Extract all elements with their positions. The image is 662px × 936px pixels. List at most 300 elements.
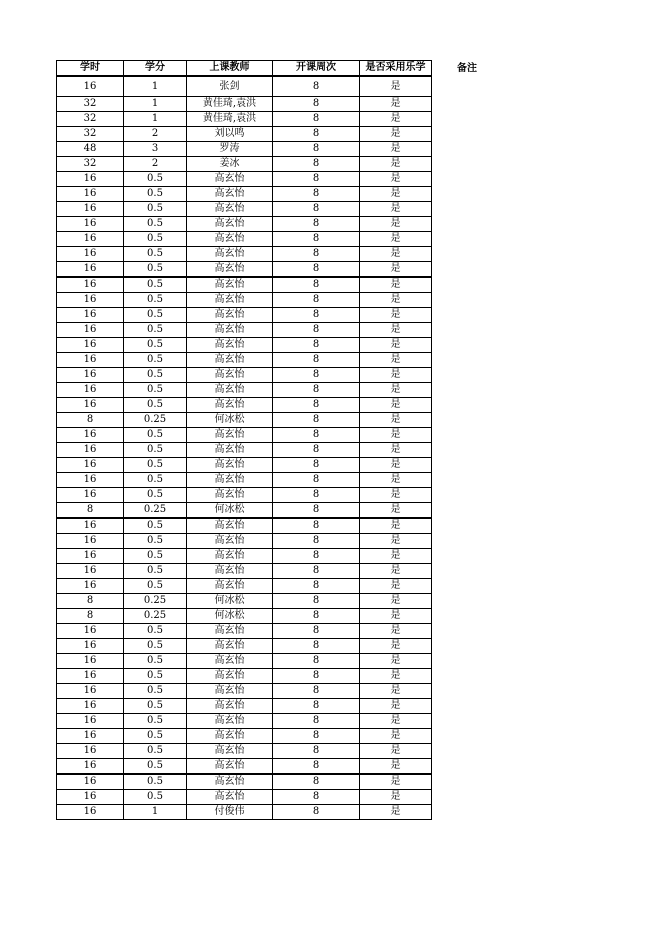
hours-cell[interactable]: 16: [57, 202, 124, 217]
lexue-cell[interactable]: 是: [360, 699, 432, 714]
lexue-cell[interactable]: 是: [360, 76, 432, 97]
teacher-cell[interactable]: 高玄怡: [187, 729, 273, 744]
teacher-cell[interactable]: 高玄怡: [187, 277, 273, 293]
table-row: [57, 699, 432, 714]
hours-cell[interactable]: 16: [57, 684, 124, 699]
lexue-cell[interactable]: 是: [360, 127, 432, 142]
credits-cell[interactable]: 0.5: [124, 172, 187, 187]
weeks-cell[interactable]: 8: [273, 714, 360, 729]
lexue-cell[interactable]: 是: [360, 473, 432, 488]
teacher-cell[interactable]: 高玄怡: [187, 488, 273, 503]
weeks-cell[interactable]: 8: [273, 262, 360, 278]
teacher-cell[interactable]: 高玄怡: [187, 699, 273, 714]
teacher-cell[interactable]: 高玄怡: [187, 232, 273, 247]
table-row: [57, 714, 432, 729]
teacher-cell[interactable]: 高玄怡: [187, 458, 273, 473]
teacher-cell[interactable]: 高玄怡: [187, 518, 273, 534]
credits-cell[interactable]: 1: [124, 76, 187, 97]
weeks-cell[interactable]: 8: [273, 458, 360, 473]
table-body: [57, 76, 432, 820]
credits-cell[interactable]: 0.5: [124, 669, 187, 684]
weeks-cell[interactable]: 8: [273, 624, 360, 639]
teacher-cell[interactable]: 高玄怡: [187, 473, 273, 488]
table-row: [57, 217, 432, 232]
lexue-cell[interactable]: 是: [360, 323, 432, 338]
lexue-cell[interactable]: 是: [360, 187, 432, 202]
credits-cell[interactable]: 2: [124, 157, 187, 172]
hours-cell[interactable]: 16: [57, 368, 124, 383]
table-row: [57, 759, 432, 775]
weeks-cell[interactable]: 8: [273, 368, 360, 383]
weeks-cell[interactable]: 8: [273, 534, 360, 549]
weeks-cell[interactable]: 8: [273, 579, 360, 594]
hours-cell[interactable]: 16: [57, 729, 124, 744]
weeks-cell[interactable]: 8: [273, 383, 360, 398]
table-row: [57, 443, 432, 458]
lexue-cell[interactable]: 是: [360, 202, 432, 217]
credits-cell[interactable]: 1: [124, 805, 187, 820]
table-row: [57, 368, 432, 383]
table-row: [57, 624, 432, 639]
credits-cell[interactable]: 0.5: [124, 564, 187, 579]
hours-cell[interactable]: 16: [57, 383, 124, 398]
hours-cell[interactable]: 8: [57, 413, 124, 428]
lexue-cell[interactable]: 是: [360, 564, 432, 579]
credits-cell[interactable]: 0.5: [124, 699, 187, 714]
lexue-cell[interactable]: 是: [360, 669, 432, 684]
table-row: [57, 127, 432, 142]
hours-cell[interactable]: 16: [57, 443, 124, 458]
credits-cell[interactable]: 0.5: [124, 744, 187, 759]
table-row: [57, 353, 432, 368]
lexue-cell[interactable]: 是: [360, 534, 432, 549]
lexue-cell[interactable]: 是: [360, 97, 432, 112]
weeks-cell[interactable]: 8: [273, 217, 360, 232]
credits-cell[interactable]: 0.5: [124, 759, 187, 775]
lexue-cell[interactable]: 是: [360, 744, 432, 759]
lexue-cell[interactable]: 是: [360, 518, 432, 534]
hours-cell[interactable]: 16: [57, 76, 124, 97]
teacher-cell[interactable]: 张剑: [187, 76, 273, 97]
hours-cell[interactable]: 16: [57, 473, 124, 488]
hours-cell[interactable]: 16: [57, 549, 124, 564]
credits-cell[interactable]: 0.5: [124, 624, 187, 639]
lexue-cell[interactable]: 是: [360, 654, 432, 669]
lexue-cell[interactable]: 是: [360, 262, 432, 278]
weeks-cell[interactable]: 8: [273, 729, 360, 744]
table-row: [57, 142, 432, 157]
credits-cell[interactable]: 0.5: [124, 549, 187, 564]
weeks-cell[interactable]: 8: [273, 684, 360, 699]
teacher-cell[interactable]: 何冰松: [187, 503, 273, 519]
teacher-cell[interactable]: 高玄怡: [187, 534, 273, 549]
lexue-cell[interactable]: 是: [360, 714, 432, 729]
credits-cell[interactable]: 3: [124, 142, 187, 157]
weeks-cell[interactable]: 8: [273, 323, 360, 338]
weeks-cell[interactable]: 8: [273, 398, 360, 413]
table-row: [57, 805, 432, 820]
hours-cell[interactable]: 16: [57, 714, 124, 729]
course-table: [56, 60, 432, 820]
teacher-cell[interactable]: 刘以鸣: [187, 127, 273, 142]
credits-cell[interactable]: 0.5: [124, 217, 187, 232]
lexue-cell[interactable]: 是: [360, 549, 432, 564]
hours-cell[interactable]: 8: [57, 609, 124, 624]
lexue-cell[interactable]: 是: [360, 383, 432, 398]
credits-cell[interactable]: 0.5: [124, 202, 187, 217]
credits-cell[interactable]: 0.5: [124, 428, 187, 443]
credits-cell[interactable]: 0.5: [124, 308, 187, 323]
lexue-cell[interactable]: 是: [360, 338, 432, 353]
hours-cell[interactable]: 16: [57, 428, 124, 443]
table-row: [57, 518, 432, 534]
hours-cell[interactable]: 16: [57, 217, 124, 232]
weeks-cell[interactable]: 8: [273, 669, 360, 684]
lexue-cell[interactable]: 是: [360, 805, 432, 820]
remark-header: 备注: [457, 63, 477, 74]
teacher-cell[interactable]: 高玄怡: [187, 202, 273, 217]
hours-cell[interactable]: 16: [57, 654, 124, 669]
credits-cell[interactable]: 0.5: [124, 774, 187, 790]
teacher-cell[interactable]: 高玄怡: [187, 759, 273, 775]
weeks-cell[interactable]: 8: [273, 97, 360, 112]
credits-cell[interactable]: 0.5: [124, 729, 187, 744]
table-row: [57, 473, 432, 488]
weeks-cell[interactable]: 8: [273, 654, 360, 669]
lexue-cell[interactable]: 是: [360, 790, 432, 805]
weeks-cell[interactable]: 8: [273, 744, 360, 759]
header-weeks: 开课周次: [273, 61, 360, 77]
credits-cell[interactable]: 1: [124, 112, 187, 127]
table-row: [57, 639, 432, 654]
teacher-cell[interactable]: 高玄怡: [187, 308, 273, 323]
table-row: [57, 247, 432, 262]
lexue-cell[interactable]: 是: [360, 157, 432, 172]
weeks-cell[interactable]: 8: [273, 293, 360, 308]
weeks-cell[interactable]: 8: [273, 413, 360, 428]
lexue-cell[interactable]: 是: [360, 293, 432, 308]
credits-cell[interactable]: 0.5: [124, 473, 187, 488]
lexue-cell[interactable]: 是: [360, 579, 432, 594]
table-row: [57, 774, 432, 790]
teacher-cell[interactable]: 高玄怡: [187, 428, 273, 443]
table-row: [57, 669, 432, 684]
weeks-cell[interactable]: 8: [273, 247, 360, 262]
table-row: [57, 458, 432, 473]
credits-cell[interactable]: 0.25: [124, 609, 187, 624]
weeks-cell[interactable]: 8: [273, 594, 360, 609]
header-lexue: 是否采用乐学: [360, 61, 432, 77]
hours-cell[interactable]: 16: [57, 338, 124, 353]
credits-cell[interactable]: 0.5: [124, 262, 187, 278]
hours-cell[interactable]: 16: [57, 564, 124, 579]
lexue-cell[interactable]: 是: [360, 488, 432, 503]
table-row: [57, 338, 432, 353]
weeks-cell[interactable]: 8: [273, 338, 360, 353]
header-teacher: 上课教师: [187, 61, 273, 77]
table-row: [57, 534, 432, 549]
hours-cell[interactable]: 16: [57, 699, 124, 714]
hours-cell[interactable]: 16: [57, 277, 124, 293]
hours-cell[interactable]: 8: [57, 594, 124, 609]
hours-cell[interactable]: 16: [57, 744, 124, 759]
hours-cell[interactable]: 16: [57, 398, 124, 413]
header-hours: 学时: [57, 61, 124, 77]
hours-cell[interactable]: 48: [57, 142, 124, 157]
hours-cell[interactable]: 8: [57, 503, 124, 519]
hours-cell[interactable]: 16: [57, 774, 124, 790]
credits-cell[interactable]: 0.5: [124, 714, 187, 729]
table-row: [57, 277, 432, 293]
lexue-cell[interactable]: 是: [360, 398, 432, 413]
weeks-cell[interactable]: 8: [273, 774, 360, 790]
table-row: [57, 97, 432, 112]
teacher-cell[interactable]: 付俊伟: [187, 805, 273, 820]
credits-cell[interactable]: 2: [124, 127, 187, 142]
lexue-cell[interactable]: 是: [360, 639, 432, 654]
teacher-cell[interactable]: 高玄怡: [187, 790, 273, 805]
weeks-cell[interactable]: 8: [273, 443, 360, 458]
hours-cell[interactable]: 16: [57, 293, 124, 308]
teacher-cell[interactable]: 高玄怡: [187, 714, 273, 729]
weeks-cell[interactable]: 8: [273, 202, 360, 217]
hours-cell[interactable]: 16: [57, 669, 124, 684]
teacher-cell[interactable]: 罗涛: [187, 142, 273, 157]
weeks-cell[interactable]: 8: [273, 112, 360, 127]
credits-cell[interactable]: 0.5: [124, 293, 187, 308]
weeks-cell[interactable]: 8: [273, 609, 360, 624]
hours-cell[interactable]: 16: [57, 759, 124, 775]
lexue-cell[interactable]: 是: [360, 353, 432, 368]
teacher-cell[interactable]: 高玄怡: [187, 368, 273, 383]
credits-cell[interactable]: 0.25: [124, 503, 187, 519]
hours-cell[interactable]: 16: [57, 518, 124, 534]
hours-cell[interactable]: 16: [57, 488, 124, 503]
credits-cell[interactable]: 0.5: [124, 383, 187, 398]
credits-cell[interactable]: 0.5: [124, 579, 187, 594]
table-row: [57, 413, 432, 428]
credits-cell[interactable]: 0.5: [124, 187, 187, 202]
weeks-cell[interactable]: 8: [273, 142, 360, 157]
lexue-cell[interactable]: 是: [360, 428, 432, 443]
teacher-cell[interactable]: 姜冰: [187, 157, 273, 172]
credits-cell[interactable]: 0.5: [124, 654, 187, 669]
table-row: [57, 503, 432, 519]
credits-cell[interactable]: 0.5: [124, 353, 187, 368]
teacher-cell[interactable]: 黄佳琦,袁洪: [187, 112, 273, 127]
hours-cell[interactable]: 16: [57, 323, 124, 338]
teacher-cell[interactable]: 高玄怡: [187, 172, 273, 187]
credits-cell[interactable]: 0.5: [124, 684, 187, 699]
weeks-cell[interactable]: 8: [273, 639, 360, 654]
table-row: [57, 549, 432, 564]
weeks-cell[interactable]: 8: [273, 428, 360, 443]
hours-cell[interactable]: 16: [57, 805, 124, 820]
teacher-cell[interactable]: 高玄怡: [187, 669, 273, 684]
weeks-cell[interactable]: 8: [273, 277, 360, 293]
weeks-cell[interactable]: 8: [273, 699, 360, 714]
lexue-cell[interactable]: 是: [360, 142, 432, 157]
teacher-cell[interactable]: 高玄怡: [187, 744, 273, 759]
credits-cell[interactable]: 0.5: [124, 534, 187, 549]
weeks-cell[interactable]: 8: [273, 564, 360, 579]
hours-cell[interactable]: 16: [57, 639, 124, 654]
credits-cell[interactable]: 0.5: [124, 639, 187, 654]
table-row: [57, 790, 432, 805]
weeks-cell[interactable]: 8: [273, 805, 360, 820]
credits-cell[interactable]: 0.5: [124, 458, 187, 473]
credits-cell[interactable]: 0.5: [124, 443, 187, 458]
lexue-cell[interactable]: 是: [360, 172, 432, 187]
credits-cell[interactable]: 0.5: [124, 518, 187, 534]
credits-cell[interactable]: 0.5: [124, 323, 187, 338]
table-row: [57, 202, 432, 217]
teacher-cell[interactable]: 高玄怡: [187, 624, 273, 639]
hours-cell[interactable]: 16: [57, 353, 124, 368]
teacher-cell[interactable]: 高玄怡: [187, 398, 273, 413]
weeks-cell[interactable]: 8: [273, 759, 360, 775]
credits-cell[interactable]: 1: [124, 97, 187, 112]
table-row: [57, 76, 432, 97]
table-row: [57, 293, 432, 308]
teacher-cell[interactable]: 高玄怡: [187, 293, 273, 308]
table-row: [57, 729, 432, 744]
table-row: [57, 323, 432, 338]
teacher-cell[interactable]: 何冰松: [187, 413, 273, 428]
table-row: [57, 383, 432, 398]
teacher-cell[interactable]: 高玄怡: [187, 564, 273, 579]
hours-cell[interactable]: 16: [57, 579, 124, 594]
credits-cell[interactable]: 0.25: [124, 413, 187, 428]
table-row: [57, 308, 432, 323]
teacher-cell[interactable]: 高玄怡: [187, 338, 273, 353]
table-row: [57, 232, 432, 247]
hours-cell[interactable]: 16: [57, 262, 124, 278]
credits-cell[interactable]: 0.25: [124, 594, 187, 609]
weeks-cell[interactable]: 8: [273, 503, 360, 519]
weeks-cell[interactable]: 8: [273, 549, 360, 564]
hours-cell[interactable]: 32: [57, 127, 124, 142]
table-row: [57, 262, 432, 278]
lexue-cell[interactable]: 是: [360, 458, 432, 473]
hours-cell[interactable]: 32: [57, 97, 124, 112]
credits-cell[interactable]: 0.5: [124, 488, 187, 503]
table-row: [57, 744, 432, 759]
lexue-cell[interactable]: 是: [360, 774, 432, 790]
hours-cell[interactable]: 32: [57, 112, 124, 127]
lexue-cell[interactable]: 是: [360, 413, 432, 428]
weeks-cell[interactable]: 8: [273, 488, 360, 503]
hours-cell[interactable]: 16: [57, 458, 124, 473]
hours-cell[interactable]: 16: [57, 624, 124, 639]
lexue-cell[interactable]: 是: [360, 503, 432, 519]
lexue-cell[interactable]: 是: [360, 368, 432, 383]
table-row: [57, 654, 432, 669]
credits-cell[interactable]: 0.5: [124, 277, 187, 293]
weeks-cell[interactable]: 8: [273, 127, 360, 142]
weeks-cell[interactable]: 8: [273, 157, 360, 172]
credits-cell[interactable]: 0.5: [124, 247, 187, 262]
weeks-cell[interactable]: 8: [273, 76, 360, 97]
lexue-cell[interactable]: 是: [360, 609, 432, 624]
hours-cell[interactable]: 32: [57, 157, 124, 172]
lexue-cell[interactable]: 是: [360, 594, 432, 609]
weeks-cell[interactable]: 8: [273, 308, 360, 323]
teacher-cell[interactable]: 高玄怡: [187, 774, 273, 790]
credits-cell[interactable]: 0.5: [124, 232, 187, 247]
lexue-cell[interactable]: 是: [360, 624, 432, 639]
teacher-cell[interactable]: 高玄怡: [187, 549, 273, 564]
teacher-cell[interactable]: 高玄怡: [187, 187, 273, 202]
lexue-cell[interactable]: 是: [360, 443, 432, 458]
hours-cell[interactable]: 16: [57, 232, 124, 247]
teacher-cell[interactable]: 何冰松: [187, 609, 273, 624]
hours-cell[interactable]: 16: [57, 534, 124, 549]
table-row: [57, 398, 432, 413]
teacher-cell[interactable]: 高玄怡: [187, 353, 273, 368]
hours-cell[interactable]: 16: [57, 247, 124, 262]
teacher-cell[interactable]: 黄佳琦,袁洪: [187, 97, 273, 112]
table-row: [57, 684, 432, 699]
hours-cell[interactable]: 16: [57, 790, 124, 805]
teacher-cell[interactable]: 高玄怡: [187, 579, 273, 594]
teacher-cell[interactable]: 高玄怡: [187, 323, 273, 338]
teacher-cell[interactable]: 何冰松: [187, 594, 273, 609]
table-row: [57, 609, 432, 624]
teacher-cell[interactable]: 高玄怡: [187, 217, 273, 232]
table-row: [57, 172, 432, 187]
teacher-cell[interactable]: 高玄怡: [187, 247, 273, 262]
header-credits: 学分: [124, 61, 187, 77]
weeks-cell[interactable]: 8: [273, 473, 360, 488]
teacher-cell[interactable]: 高玄怡: [187, 262, 273, 278]
credits-cell[interactable]: 0.5: [124, 790, 187, 805]
header-row: [57, 61, 432, 77]
table-row: [57, 187, 432, 202]
teacher-cell[interactable]: 高玄怡: [187, 443, 273, 458]
lexue-cell[interactable]: 是: [360, 308, 432, 323]
table-row: [57, 488, 432, 503]
table-row: [57, 594, 432, 609]
lexue-cell[interactable]: 是: [360, 232, 432, 247]
hours-cell[interactable]: 16: [57, 172, 124, 187]
lexue-cell[interactable]: 是: [360, 277, 432, 293]
weeks-cell[interactable]: 8: [273, 353, 360, 368]
hours-cell[interactable]: 16: [57, 308, 124, 323]
lexue-cell[interactable]: 是: [360, 729, 432, 744]
weeks-cell[interactable]: 8: [273, 187, 360, 202]
teacher-cell[interactable]: 高玄怡: [187, 639, 273, 654]
credits-cell[interactable]: 0.5: [124, 338, 187, 353]
credits-cell[interactable]: 0.5: [124, 368, 187, 383]
table-row: [57, 428, 432, 443]
weeks-cell[interactable]: 8: [273, 232, 360, 247]
lexue-cell[interactable]: 是: [360, 217, 432, 232]
weeks-cell[interactable]: 8: [273, 518, 360, 534]
lexue-cell[interactable]: 是: [360, 759, 432, 775]
teacher-cell[interactable]: 高玄怡: [187, 684, 273, 699]
hours-cell[interactable]: 16: [57, 187, 124, 202]
teacher-cell[interactable]: 高玄怡: [187, 654, 273, 669]
teacher-cell[interactable]: 高玄怡: [187, 383, 273, 398]
weeks-cell[interactable]: 8: [273, 790, 360, 805]
lexue-cell[interactable]: 是: [360, 247, 432, 262]
weeks-cell[interactable]: 8: [273, 172, 360, 187]
lexue-cell[interactable]: 是: [360, 684, 432, 699]
credits-cell[interactable]: 0.5: [124, 398, 187, 413]
lexue-cell[interactable]: 是: [360, 112, 432, 127]
table-row: [57, 564, 432, 579]
